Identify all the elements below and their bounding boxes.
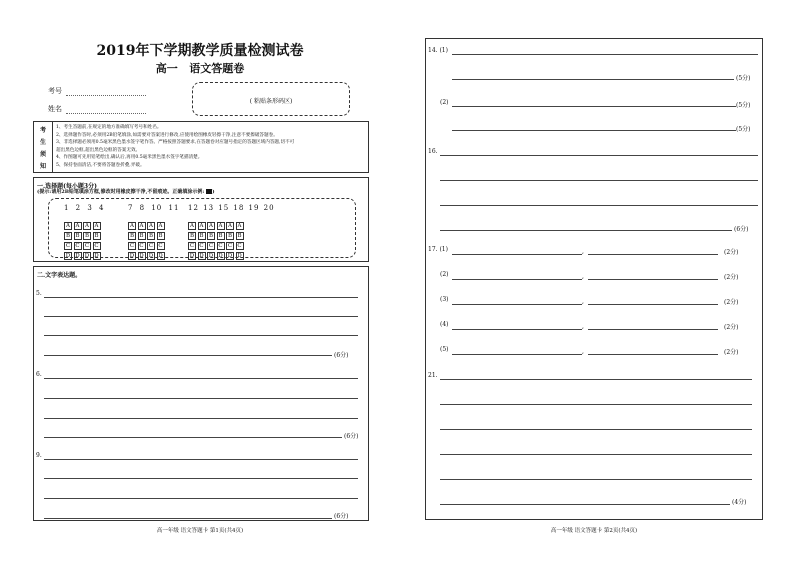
choice-bubble[interactable]: B: [148, 233, 154, 239]
choice-group-1: 1 2 3 4 A A A A B B B B C C C C D D D D: [64, 204, 105, 259]
choice-bubble[interactable]: D: [199, 253, 204, 259]
answer-line[interactable]: [44, 459, 358, 460]
choice-bubble[interactable]: C: [139, 243, 144, 249]
notice-item: 超出黑色边框,超出黑色边框的答案无效。: [56, 147, 141, 153]
answer-line[interactable]: [44, 437, 342, 438]
choice-row: [128, 242, 179, 259]
choice-row: [64, 242, 105, 259]
answer-line[interactable]: [588, 304, 718, 305]
left-footer: 高一年级 语文答题卡 第1页(共4页): [156, 528, 244, 534]
choice-bubble[interactable]: C: [237, 243, 242, 249]
choice-row: [128, 232, 179, 249]
notice-item: 2、选择题作答时,必须用2B铅笔填涂,如需要对答案进行修改,应使用绘图橡皮轻擦干净,注意不要擦破答题卷。: [56, 132, 278, 138]
answer-line[interactable]: [588, 354, 718, 355]
choice-bubble[interactable]: C: [199, 243, 204, 249]
choice-bubble[interactable]: D: [158, 253, 163, 259]
q17-score: (2分): [724, 249, 739, 256]
choice-bubble[interactable]: C: [189, 243, 195, 249]
name-field[interactable]: [66, 113, 146, 114]
choice-bubble[interactable]: A: [64, 222, 72, 230]
choice-bubble[interactable]: B: [139, 233, 144, 239]
q17-2-label: (2): [440, 271, 449, 278]
choice-bubble[interactable]: B: [218, 233, 223, 239]
choice-bubble[interactable]: A: [226, 222, 234, 230]
q5-score: (6分): [334, 352, 349, 359]
choice-bubble[interactable]: C: [65, 243, 71, 249]
choice-bubble[interactable]: D: [237, 253, 242, 259]
choice-bubble[interactable]: D: [218, 253, 223, 259]
answer-line[interactable]: [452, 354, 582, 355]
choice-bubble[interactable]: C: [148, 243, 154, 249]
notice-item: 5、保持卷面清洁,不要将答题卷折叠,弄破。: [56, 162, 145, 168]
exam-title: 2019年下学期教学质量检测试卷: [96, 43, 304, 59]
answer-line[interactable]: [44, 498, 358, 499]
answer-line[interactable]: [588, 279, 718, 280]
right-footer: 高一年级 语文答题卡 第2页(共4页): [550, 528, 638, 534]
answer-line[interactable]: [452, 304, 582, 305]
section1-hint: (提示:请用2B铅笔填涂方框,修改时用橡皮擦干净,不留痕迹。正确填涂示例: ): [37, 189, 215, 195]
choice-bubble[interactable]: D: [84, 253, 90, 259]
q6-label: 6.: [36, 371, 42, 378]
choice-bubble[interactable]: D: [189, 253, 195, 259]
notice-list: [56, 124, 368, 169]
choice-bubble[interactable]: C: [129, 243, 135, 249]
q17-1-label: 17. (1): [428, 246, 448, 253]
choice-bubble[interactable]: A: [93, 222, 101, 230]
q14-2-score-b: (5分): [736, 126, 751, 133]
answer-line[interactable]: [452, 130, 736, 131]
answer-line[interactable]: [44, 297, 358, 298]
answer-line[interactable]: [452, 279, 582, 280]
q5-label: 5.: [36, 290, 42, 297]
choice-bubble[interactable]: C: [218, 243, 223, 249]
choice-bubble[interactable]: A: [147, 222, 155, 230]
answer-line[interactable]: [440, 155, 758, 156]
answer-line[interactable]: [44, 478, 358, 479]
choice-bubble[interactable]: B: [158, 233, 163, 239]
answer-line[interactable]: [452, 329, 582, 330]
choice-bubble[interactable]: C: [158, 243, 163, 249]
choice-bubble[interactable]: C: [94, 243, 99, 249]
comma: ,: [582, 323, 584, 330]
choice-row: [128, 212, 179, 229]
choice-bubble[interactable]: A: [207, 222, 215, 230]
name-label: 姓名: [48, 105, 62, 113]
barcode-label: ( 粘贴条形码区): [249, 98, 293, 105]
choice-bubble[interactable]: D: [65, 253, 71, 259]
choice-row: [188, 242, 275, 259]
choice-bubble[interactable]: A: [128, 222, 136, 230]
choice-bubble[interactable]: A: [198, 222, 206, 230]
choice-row: [64, 232, 105, 249]
section2-title: 二.文字表达题。: [37, 272, 82, 279]
answer-line[interactable]: [44, 398, 358, 399]
comma: ,: [582, 298, 584, 305]
answer-line[interactable]: [452, 79, 734, 80]
answer-line[interactable]: [588, 329, 718, 330]
choice-row: [188, 212, 275, 229]
q17-score: (2分): [724, 324, 739, 331]
choice-bubble[interactable]: C: [208, 243, 214, 249]
choice-row: [188, 232, 275, 249]
answer-line[interactable]: [440, 404, 752, 405]
notice-item: 1、考生答题前,在规定的地方准确填写考号和姓名。: [56, 125, 162, 130]
q17-score: (2分): [724, 299, 739, 306]
answer-line[interactable]: [588, 254, 718, 255]
comma: ,: [582, 248, 584, 255]
section1-title: 一.选择题(每小题3分): [37, 183, 97, 190]
q14-2-score-a: (5分): [736, 102, 751, 109]
choice-bubble[interactable]: A: [74, 222, 82, 230]
notice-item: 3、非选择题必须用0.5毫米黑色墨水签字笔作答。严格按照答题要求,在答题卷对应题号指定的答题区域内答题,切不可: [56, 140, 295, 145]
choice-bubble[interactable]: C: [227, 243, 233, 249]
comma: ,: [582, 348, 584, 355]
comma: ,: [582, 273, 584, 280]
q21-label: 21.: [428, 372, 438, 379]
answer-line[interactable]: [452, 254, 582, 255]
answer-line[interactable]: [452, 54, 758, 55]
choice-bubble[interactable]: B: [84, 233, 90, 239]
choice-bubble[interactable]: A: [138, 222, 146, 230]
answer-line[interactable]: [44, 355, 332, 356]
choice-row: [128, 222, 179, 239]
answer-line[interactable]: [440, 454, 752, 455]
q16-score: (6分): [734, 226, 749, 233]
choice-bubble[interactable]: A: [157, 222, 165, 230]
answer-line[interactable]: [440, 504, 730, 505]
choice-bubble[interactable]: A: [236, 222, 244, 230]
choice-bubble[interactable]: B: [237, 233, 242, 239]
q17-score: (2分): [724, 349, 739, 356]
choice-bubble[interactable]: A: [217, 222, 225, 230]
q14-1-label: 14. (1): [428, 47, 448, 54]
q14-1-score: (5分): [736, 75, 751, 82]
q17-4-label: (4): [440, 321, 449, 328]
answer-line[interactable]: [44, 378, 358, 379]
notice-header: 考 生 须 知: [39, 127, 46, 170]
choice-bubble[interactable]: D: [208, 253, 214, 259]
answer-line[interactable]: [440, 230, 732, 231]
exam-no-label: 考号: [48, 87, 62, 95]
choice-bubble[interactable]: C: [84, 243, 90, 249]
choice-row: [64, 212, 105, 229]
choice-bubble[interactable]: C: [75, 243, 80, 249]
answer-line[interactable]: [44, 335, 358, 336]
choice-row: [188, 222, 275, 239]
exam-no-field[interactable]: [66, 95, 146, 96]
choice-bubble[interactable]: D: [75, 253, 80, 259]
choice-bubble[interactable]: B: [227, 233, 233, 239]
answer-line[interactable]: [440, 379, 752, 380]
q17-3-label: (3): [440, 296, 449, 303]
choice-group-3: 12 13 15 18 19 20 A A A A A A B B B B B B C C C C C C D D D D D D: [188, 204, 275, 259]
writing-section: [33, 266, 369, 521]
choice-bubble[interactable]: D: [148, 253, 154, 259]
choice-bubble[interactable]: B: [189, 233, 195, 239]
choice-row: [64, 222, 105, 239]
choice-bubble[interactable]: A: [83, 222, 91, 230]
choice-bubble[interactable]: D: [129, 253, 135, 259]
answer-line[interactable]: [440, 479, 752, 480]
answer-line[interactable]: [44, 518, 332, 519]
exam-subtitle: 高一 语文答题卷: [155, 62, 245, 75]
q16-label: 16.: [428, 148, 438, 155]
choice-bubble[interactable]: B: [65, 233, 71, 239]
q14-2-label: (2): [440, 99, 449, 106]
choice-group-2: 7 8 10 11 A A A A B B B B C C C C D D D D: [128, 204, 180, 259]
answer-line[interactable]: [452, 106, 736, 107]
q21-score: (4分): [732, 499, 747, 506]
filled-example-icon: [206, 189, 212, 194]
q6-score: (6分): [344, 433, 359, 440]
q9-label: 9.: [36, 452, 42, 459]
choice-bubble[interactable]: B: [129, 233, 135, 239]
notice-divider: [52, 121, 53, 173]
answer-line[interactable]: [440, 205, 758, 206]
answer-line[interactable]: [440, 429, 752, 430]
q9-score: (6分): [334, 513, 349, 520]
answer-line[interactable]: [440, 180, 758, 181]
choice-bubble[interactable]: B: [208, 233, 214, 239]
q17-5-label: (5): [440, 346, 449, 353]
choice-bubble[interactable]: B: [75, 233, 80, 239]
choice-bubble[interactable]: D: [139, 253, 144, 259]
notice-item: 4、作图题可先用铅笔绘出,确认后,再用0.5毫米黑色墨水签字笔描清楚。: [56, 155, 203, 160]
choice-bubble[interactable]: B: [94, 233, 99, 239]
choice-bubble[interactable]: B: [199, 233, 204, 239]
choice-bubble[interactable]: D: [227, 253, 233, 259]
answer-line[interactable]: [44, 418, 358, 419]
choice-bubble[interactable]: D: [94, 253, 99, 259]
q17-score: (2分): [724, 274, 739, 281]
answer-line[interactable]: [44, 316, 358, 317]
choice-bubble[interactable]: A: [188, 222, 196, 230]
